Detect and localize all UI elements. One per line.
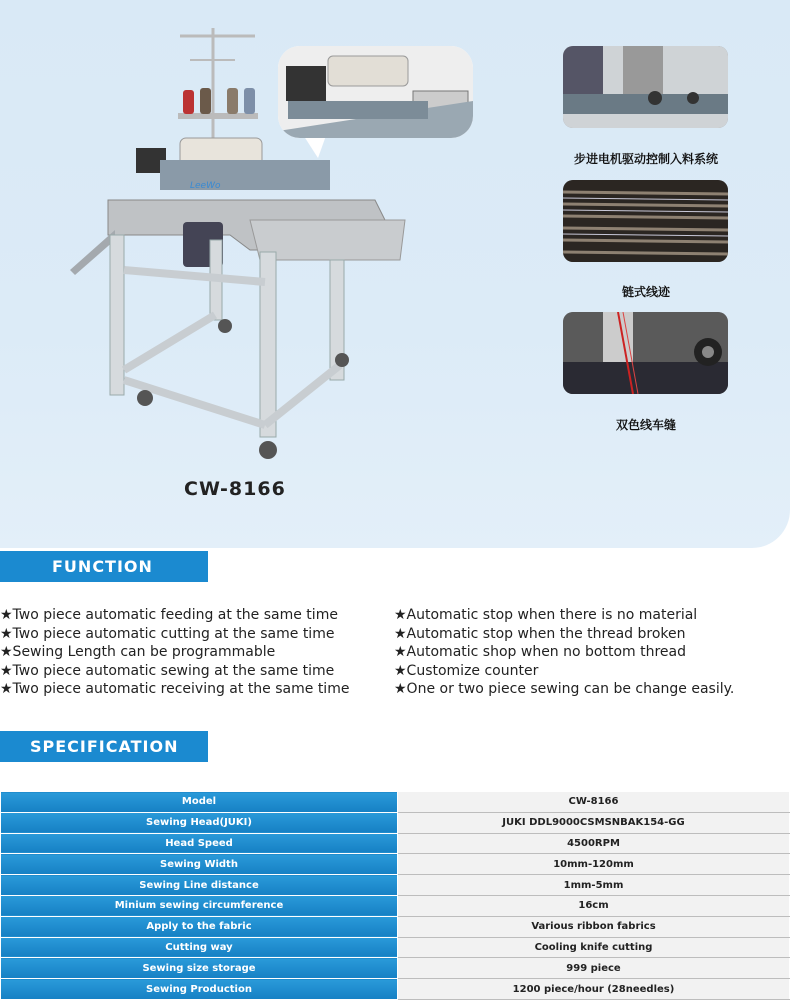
- feeding-system-caption: 步进电机驱动控制入料系统: [573, 152, 718, 166]
- spec-key: Cutting way: [1, 937, 398, 958]
- spec-value: 16cm: [398, 895, 790, 916]
- function-item: ★Sewing Length can be programmable: [0, 644, 276, 660]
- function-item: ★Two piece automatic receiving at the same time: [0, 681, 350, 697]
- function-list-left: [0, 606, 349, 699]
- table-row: [1, 792, 790, 813]
- function-item: ★Two piece automatic cutting at the same time: [0, 625, 335, 642]
- spec-value: Cooling knife cutting: [398, 937, 790, 958]
- spec-value: JUKI DDL9000CSMSNBAK154-GG: [398, 812, 790, 833]
- function-heading: FUNCTION: [0, 551, 208, 582]
- table-row: [1, 895, 790, 916]
- spec-value: 4500RPM: [398, 833, 790, 854]
- function-list-right: [394, 606, 734, 699]
- table-row: [1, 854, 790, 875]
- function-item: ★Customize counter: [394, 662, 539, 679]
- specification-table: [0, 791, 790, 1000]
- spec-value: 1mm-5mm: [398, 875, 790, 896]
- table-row: [1, 979, 790, 1000]
- function-item: ★Automatic shop when no bottom thread: [394, 644, 686, 660]
- table-row: [1, 833, 790, 854]
- spec-key: Sewing Width: [1, 854, 398, 875]
- function-item: ★Two piece automatic feeding at the same time: [0, 607, 338, 623]
- chain-stitch-photo: [563, 180, 728, 262]
- table-row: [1, 937, 790, 958]
- spec-key: Sewing Line distance: [1, 875, 398, 896]
- chain-stitch-caption: 链式线迹: [621, 285, 670, 299]
- svg-text:LeeWo: LeeWo: [190, 181, 221, 191]
- spec-key: Minium sewing circumference: [1, 895, 398, 916]
- table-row: [1, 958, 790, 979]
- function-item: ★Two piece automatic sewing at the same time: [0, 662, 335, 679]
- spec-value: 10mm-120mm: [398, 854, 790, 875]
- function-item: ★Automatic stop when there is no material: [394, 607, 698, 623]
- two-color-stitch-photo: [563, 312, 728, 394]
- sewing-head-closeup-image: [278, 46, 473, 138]
- function-item: ★Automatic stop when the thread broken: [394, 625, 686, 642]
- spec-key: Apply to the fabric: [1, 916, 398, 937]
- two-color-stitch-caption: 双色线车缝: [615, 418, 676, 432]
- feeding-system-photo: [563, 46, 728, 128]
- spec-key: Sewing size storage: [1, 958, 398, 979]
- spec-key: Head Speed: [1, 833, 398, 854]
- spec-value: CW-8166: [398, 792, 790, 813]
- table-row: [1, 875, 790, 896]
- model-title: CW-8166: [184, 478, 286, 500]
- spec-key: Sewing Production: [1, 979, 398, 1000]
- spec-value: Various ribbon fabrics: [398, 916, 790, 937]
- specification-heading: SPECIFICATION: [0, 731, 208, 762]
- spec-key: Sewing Head(JUKI): [1, 812, 398, 833]
- spec-value: 1200 piece/hour (28needles): [398, 979, 790, 1000]
- table-row: [1, 812, 790, 833]
- table-row: [1, 916, 790, 937]
- function-item: ★One or two piece sewing can be change easily.: [394, 681, 735, 697]
- spec-value: 999 piece: [398, 958, 790, 979]
- spec-key: Model: [1, 792, 398, 813]
